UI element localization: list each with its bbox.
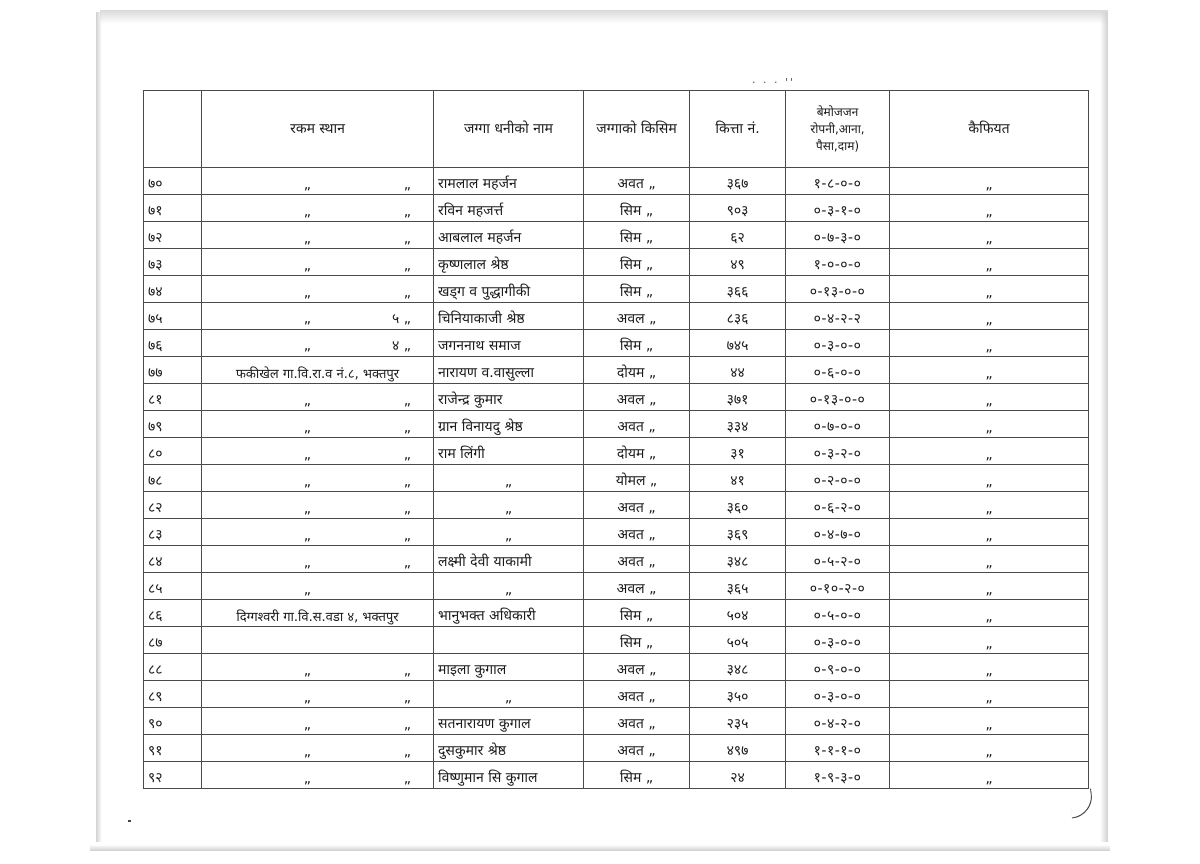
owner-name-text: „ [504,474,513,490]
header-land-type: जग्गाको किसिम [584,91,690,168]
remarks-cell: „ [890,168,1089,195]
owner-name-cell [434,384,584,411]
table-row [144,303,1089,330]
kitta-number-cell: ४९७ [690,735,786,762]
area-cell: ०-३-०-० [786,627,890,654]
owner-name-cell [434,735,584,762]
owner-name-text: खड्ग व पुद्धागीकी [438,284,531,300]
place-ditto-left: „ [303,582,311,598]
table-row [144,708,1089,735]
kitta-number-cell: ३६९ [690,519,786,546]
place-ditto-right: „ [403,474,411,490]
area-cell: ०-७-०-० [786,411,890,438]
land-type-cell: अवत „ [584,519,690,546]
place-ditto-right: „ [403,204,411,220]
kitta-number-cell: ३७१ [690,384,786,411]
place-cell [202,708,434,735]
area-cell: ०-७-३-० [786,222,890,249]
place-ditto-left: „ [303,474,311,490]
kitta-number-cell: ३५० [690,681,786,708]
place-cell [202,411,434,438]
place-cell [202,438,434,465]
table-row [144,654,1089,681]
area-cell: ०-३-०-० [786,681,890,708]
scan-shadow-left [96,12,102,842]
owner-name-text: कृष्णलाल श्रेष्ठ [438,257,509,273]
serial-number-cell: ८५ [144,573,202,600]
owner-name-text: जगननाथ समाज [438,338,521,354]
place-ditto-left: „ [303,285,311,301]
place-ditto-right: „ [403,528,411,544]
owner-name-cell [434,222,584,249]
kitta-number-cell: ५०५ [690,627,786,654]
kitta-number-cell: ५०४ [690,600,786,627]
place-text: दिग्गश्वरी गा.वि.स.वडा ४, भक्तपुर [236,610,399,625]
place-ditto-right: „ [403,231,411,247]
kitta-number-cell: ३४८ [690,546,786,573]
kitta-number-cell: ३४८ [690,654,786,681]
land-type-cell: अवत „ [584,546,690,573]
owner-name-text: चिनियाकाजी श्रेष्ठ [438,311,525,327]
owner-name-cell [434,546,584,573]
place-cell [202,249,434,276]
place-cell [202,168,434,195]
place-ditto-left: „ [303,231,311,247]
serial-number-cell: ९१ [144,735,202,762]
kitta-number-cell: ६२ [690,222,786,249]
land-type-cell: दोयम „ [584,438,690,465]
owner-name-cell [434,303,584,330]
place-ditto-left: „ [303,690,311,706]
table-row [144,465,1089,492]
scan-speck [128,820,131,822]
owner-name-text: विष्णुमान सि कुगाल [438,770,538,786]
place-ditto-left: „ [303,663,311,679]
owner-name-cell [434,438,584,465]
owner-name-cell [434,627,584,654]
owner-name-text: भानुभक्त अधिकारी [438,608,536,624]
area-cell: ०-९-०-० [786,654,890,681]
table-row [144,438,1089,465]
place-ditto-right: „ [403,744,411,760]
top-marks: · · · '' [752,76,796,89]
kitta-number-cell: ३३४ [690,411,786,438]
land-type-cell: योमल „ [584,465,690,492]
remarks-cell: „ [890,357,1089,384]
owner-name-cell [434,168,584,195]
place-cell [202,384,434,411]
serial-number-cell: ८७ [144,627,202,654]
serial-number-cell: ७३ [144,249,202,276]
place-ditto-right: „ [403,663,411,679]
land-type-cell: सिम „ [584,600,690,627]
table-row [144,276,1089,303]
owner-name-text: राजेन्द्र कुमार [438,392,503,408]
owner-name-cell [434,654,584,681]
remarks-cell: „ [890,492,1089,519]
header-owner: जग्गा धनीको नाम [434,91,584,168]
land-type-cell: सिम „ [584,222,690,249]
land-register-table [143,90,1089,789]
kitta-number-cell: ४४ [690,357,786,384]
table-row [144,519,1089,546]
remarks-cell: „ [890,681,1089,708]
area-cell: १-९-३-० [786,762,890,789]
serial-number-cell: ७५ [144,303,202,330]
place-cell [202,303,434,330]
header-serial [144,91,202,168]
scan-shadow-right [1100,12,1108,842]
remarks-cell: „ [890,303,1089,330]
table-row [144,222,1089,249]
table-row [144,168,1089,195]
land-type-cell: दोयम „ [584,357,690,384]
area-cell: ०-६-२-० [786,492,890,519]
header-area: बेमोजजन रोपनी,आना, पैसा,दाम) [786,91,890,168]
place-ditto-left: „ [303,177,311,193]
land-type-cell: अवल „ [584,384,690,411]
remarks-cell: „ [890,519,1089,546]
remarks-cell: „ [890,465,1089,492]
place-ditto-right: „ [403,690,411,706]
land-type-cell: अवत „ [584,492,690,519]
place-ditto-left: „ [303,555,311,571]
owner-name-text: माइला कुगाल [438,662,507,678]
header-kitta: कित्ता नं. [690,91,786,168]
owner-name-cell [434,357,584,384]
table-row [144,384,1089,411]
owner-name-text: लक्ष्मी देवी याकामी [438,554,532,570]
area-cell: ०-२-०-० [786,465,890,492]
owner-name-cell [434,600,584,627]
place-ditto-right: „ [403,420,411,436]
land-type-cell: अवत „ [584,168,690,195]
pen-stroke-mark [1068,789,1095,819]
place-ditto-right: „ [403,447,411,463]
owner-name-text: ग्रान विनायदु श्रेष्ठ [438,419,523,435]
owner-name-cell [434,681,584,708]
place-ditto-right: ५ „ [392,311,411,327]
land-type-cell: सिम „ [584,195,690,222]
place-ditto-left: „ [303,447,311,463]
place-ditto-right: ४ „ [392,338,411,354]
place-cell [202,330,434,357]
place-cell [202,492,434,519]
place-ditto-left: „ [303,204,311,220]
land-type-cell: सिम „ [584,330,690,357]
place-ditto-left: „ [303,338,311,354]
area-cell: ०-४-२-२ [786,303,890,330]
serial-number-cell: ८३ [144,519,202,546]
remarks-cell: „ [890,627,1089,654]
place-text: फकीखेल गा.वि.रा.व नं.८, भक्तपुर [235,367,400,382]
serial-number-cell: ८९ [144,681,202,708]
table-row [144,411,1089,438]
owner-name-text: „ [504,501,513,517]
area-cell: ०-५-०-० [786,600,890,627]
serial-number-cell: ७६ [144,330,202,357]
area-cell: ०-३-१-० [786,195,890,222]
owner-name-text: नारायण व.वासुल्ला [438,365,534,381]
land-type-cell: सिम „ [584,276,690,303]
owner-name-cell [434,330,584,357]
owner-name-cell [434,519,584,546]
area-cell: ०-१३-०-० [786,276,890,303]
land-type-cell: अवत „ [584,708,690,735]
remarks-cell: „ [890,600,1089,627]
owner-name-text: „ [504,582,513,598]
serial-number-cell: ७४ [144,276,202,303]
land-type-cell: सिम „ [584,762,690,789]
kitta-number-cell: २४ [690,762,786,789]
place-ditto-right: „ [403,258,411,274]
owner-name-text: दुसकुमार श्रेष्ठ [438,743,506,759]
area-cell: ०-३-२-० [786,438,890,465]
remarks-cell: „ [890,708,1089,735]
place-cell [202,627,434,654]
place-cell [202,681,434,708]
place-ditto-right: „ [403,393,411,409]
table-row [144,357,1089,384]
area-cell: ०-३-०-० [786,330,890,357]
table-row [144,762,1089,789]
owner-name-cell [434,762,584,789]
owner-name-cell [434,276,584,303]
serial-number-cell: ८६ [144,600,202,627]
serial-number-cell: ८८ [144,654,202,681]
remarks-cell: „ [890,438,1089,465]
table-row [144,330,1089,357]
remarks-cell: „ [890,249,1089,276]
header-remarks: कैफियत [890,91,1089,168]
owner-name-text: सतनारायण कुगाल [438,716,531,732]
place-ditto-left: „ [303,393,311,409]
kitta-number-cell: ८३६ [690,303,786,330]
table-row [144,627,1089,654]
place-cell [202,735,434,762]
serial-number-cell: ९० [144,708,202,735]
land-type-cell: सिम „ [584,627,690,654]
kitta-number-cell: ७४५ [690,330,786,357]
kitta-number-cell: ९०३ [690,195,786,222]
land-type-cell: अवल „ [584,303,690,330]
serial-number-cell: ७७ [144,357,202,384]
place-cell [202,654,434,681]
kitta-number-cell: ४१ [690,465,786,492]
place-cell [202,573,434,600]
scan-shadow-top [100,10,1108,24]
area-cell: ०-४-७-० [786,519,890,546]
place-cell [202,222,434,249]
land-type-cell: अवत „ [584,735,690,762]
area-cell: ०-४-२-० [786,708,890,735]
place-cell [202,357,434,384]
table-row [144,681,1089,708]
remarks-cell: „ [890,384,1089,411]
owner-name-text: रविन महजर्त्त [438,203,504,219]
kitta-number-cell: २३५ [690,708,786,735]
owner-name-cell [434,573,584,600]
place-ditto-right: „ [403,555,411,571]
owner-name-cell [434,465,584,492]
serial-number-cell: ८२ [144,492,202,519]
remarks-cell: „ [890,735,1089,762]
kitta-number-cell: ३६५ [690,573,786,600]
place-ditto-right: „ [403,285,411,301]
area-cell: ०-५-२-० [786,546,890,573]
kitta-number-cell: ३६६ [690,276,786,303]
place-ditto-left: „ [303,420,311,436]
area-cell: १-८-०-० [786,168,890,195]
serial-number-cell: ७९ [144,411,202,438]
place-cell [202,546,434,573]
scan-shadow-bottom [90,845,1110,851]
place-ditto-right: „ [403,771,411,787]
place-ditto-left: „ [303,717,311,733]
kitta-number-cell: ३१ [690,438,786,465]
place-cell [202,465,434,492]
remarks-cell: „ [890,330,1089,357]
table-header-row [144,91,1089,168]
place-ditto-left: „ [303,311,311,327]
serial-number-cell: ८४ [144,546,202,573]
place-ditto-right: „ [403,177,411,193]
land-type-cell: अवल „ [584,573,690,600]
owner-name-text: रामलाल महर्जन [438,176,517,192]
table-row [144,573,1089,600]
kitta-number-cell: ४९ [690,249,786,276]
remarks-cell: „ [890,411,1089,438]
owner-name-text: राम लिंगी [438,446,485,462]
place-cell [202,519,434,546]
place-ditto-left: „ [303,501,311,517]
remarks-cell: „ [890,573,1089,600]
serial-number-cell: ७२ [144,222,202,249]
area-cell: ०-६-०-० [786,357,890,384]
kitta-number-cell: ३६७ [690,168,786,195]
owner-name-cell [434,411,584,438]
remarks-cell: „ [890,762,1089,789]
remarks-cell: „ [890,222,1089,249]
owner-name-text: „ [504,528,513,544]
place-ditto-left: „ [303,528,311,544]
place-cell [202,600,434,627]
serial-number-cell: ७० [144,168,202,195]
serial-number-cell: ८१ [144,384,202,411]
serial-number-cell: ७८ [144,465,202,492]
owner-name-text: „ [504,690,513,706]
owner-name-text: आबलाल महर्जन [438,230,522,246]
place-ditto-right: „ [403,501,411,517]
place-cell [202,762,434,789]
land-type-cell: अवल „ [584,654,690,681]
kitta-number-cell: ३६० [690,492,786,519]
table-row [144,600,1089,627]
land-type-cell: अवत „ [584,411,690,438]
place-ditto-left: „ [303,258,311,274]
place-cell [202,195,434,222]
remarks-cell: „ [890,654,1089,681]
place-cell [202,276,434,303]
owner-name-cell [434,195,584,222]
remarks-cell: „ [890,195,1089,222]
serial-number-cell: ७१ [144,195,202,222]
table-row [144,546,1089,573]
place-ditto-left: „ [303,744,311,760]
area-cell: ०-१०-२-० [786,573,890,600]
table-row [144,735,1089,762]
serial-number-cell: ८० [144,438,202,465]
area-cell: १-०-०-० [786,249,890,276]
serial-number-cell: ९२ [144,762,202,789]
land-type-cell: अवत „ [584,681,690,708]
area-cell: ०-१३-०-० [786,384,890,411]
table-row [144,195,1089,222]
owner-name-cell [434,492,584,519]
header-place: रकम स्थान [202,91,434,168]
owner-name-cell [434,708,584,735]
area-cell: १-१-१-० [786,735,890,762]
owner-name-cell [434,249,584,276]
table-row [144,249,1089,276]
place-ditto-left: „ [303,771,311,787]
remarks-cell: „ [890,276,1089,303]
place-ditto-right: „ [403,717,411,733]
remarks-cell: „ [890,546,1089,573]
table-row [144,492,1089,519]
land-type-cell: सिम „ [584,249,690,276]
